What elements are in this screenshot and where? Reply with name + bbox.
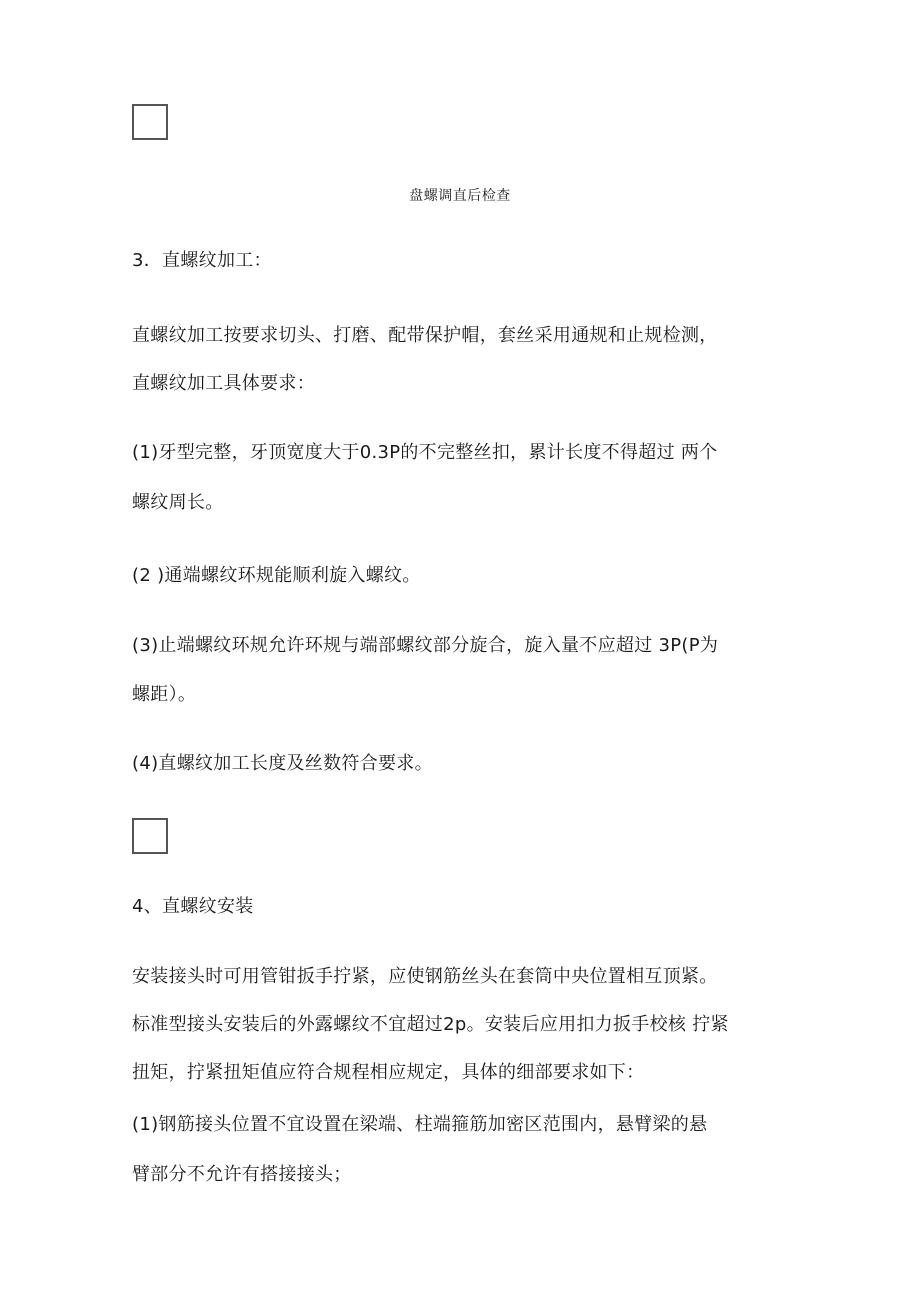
list-item-line: (1)牙型完整，牙顶宽度大于0.3P的不完整丝扣，累计长度不得超过 两个: [132, 442, 718, 463]
section-heading: 3．直螺纹加工：: [132, 250, 272, 271]
list-item-line: 螺纹周长。: [132, 492, 224, 513]
image-placeholder: [132, 818, 168, 854]
paragraph-line: 扭矩，拧紧扭矩值应符合规程相应规定，具体的细部要求如下：: [132, 1062, 645, 1083]
paragraph-line: 直螺纹加工具体要求：: [132, 373, 315, 394]
paragraph-line: 安装接头时可用管钳扳手拧紧，应使钢筋丝头在套筒中央位置相互顶紧。: [132, 966, 718, 987]
section-heading: 4、直螺纹安装: [132, 896, 254, 917]
figure-caption: 盘螺调直后检查: [409, 188, 511, 204]
list-item-line: 臂部分不允许有搭接接头；: [132, 1164, 352, 1185]
list-item-line: (1)钢筋接头位置不宜设置在梁端、柱端箍筋加密区范围内，悬臂梁的悬: [132, 1114, 708, 1135]
list-item: (2 )通端螺纹环规能顺利旋入螺纹。: [132, 565, 421, 586]
paragraph-line: 标准型接头安装后的外露螺纹不宜超过2p。安装后应用扣力扳手校核 拧紧: [132, 1014, 729, 1035]
paragraph-line: 直螺纹加工按要求切头、打磨、配带保护帽，套丝采用通规和止规检测，: [132, 325, 718, 346]
list-item-line: 螺距）。: [132, 684, 197, 705]
list-item-line: (3)止端螺纹环规允许环规与端部螺纹部分旋合，旋入量不应超过 3P(P为: [132, 635, 719, 656]
image-placeholder: [132, 104, 168, 140]
list-item: (4)直螺纹加工长度及丝数符合要求。: [132, 753, 433, 774]
